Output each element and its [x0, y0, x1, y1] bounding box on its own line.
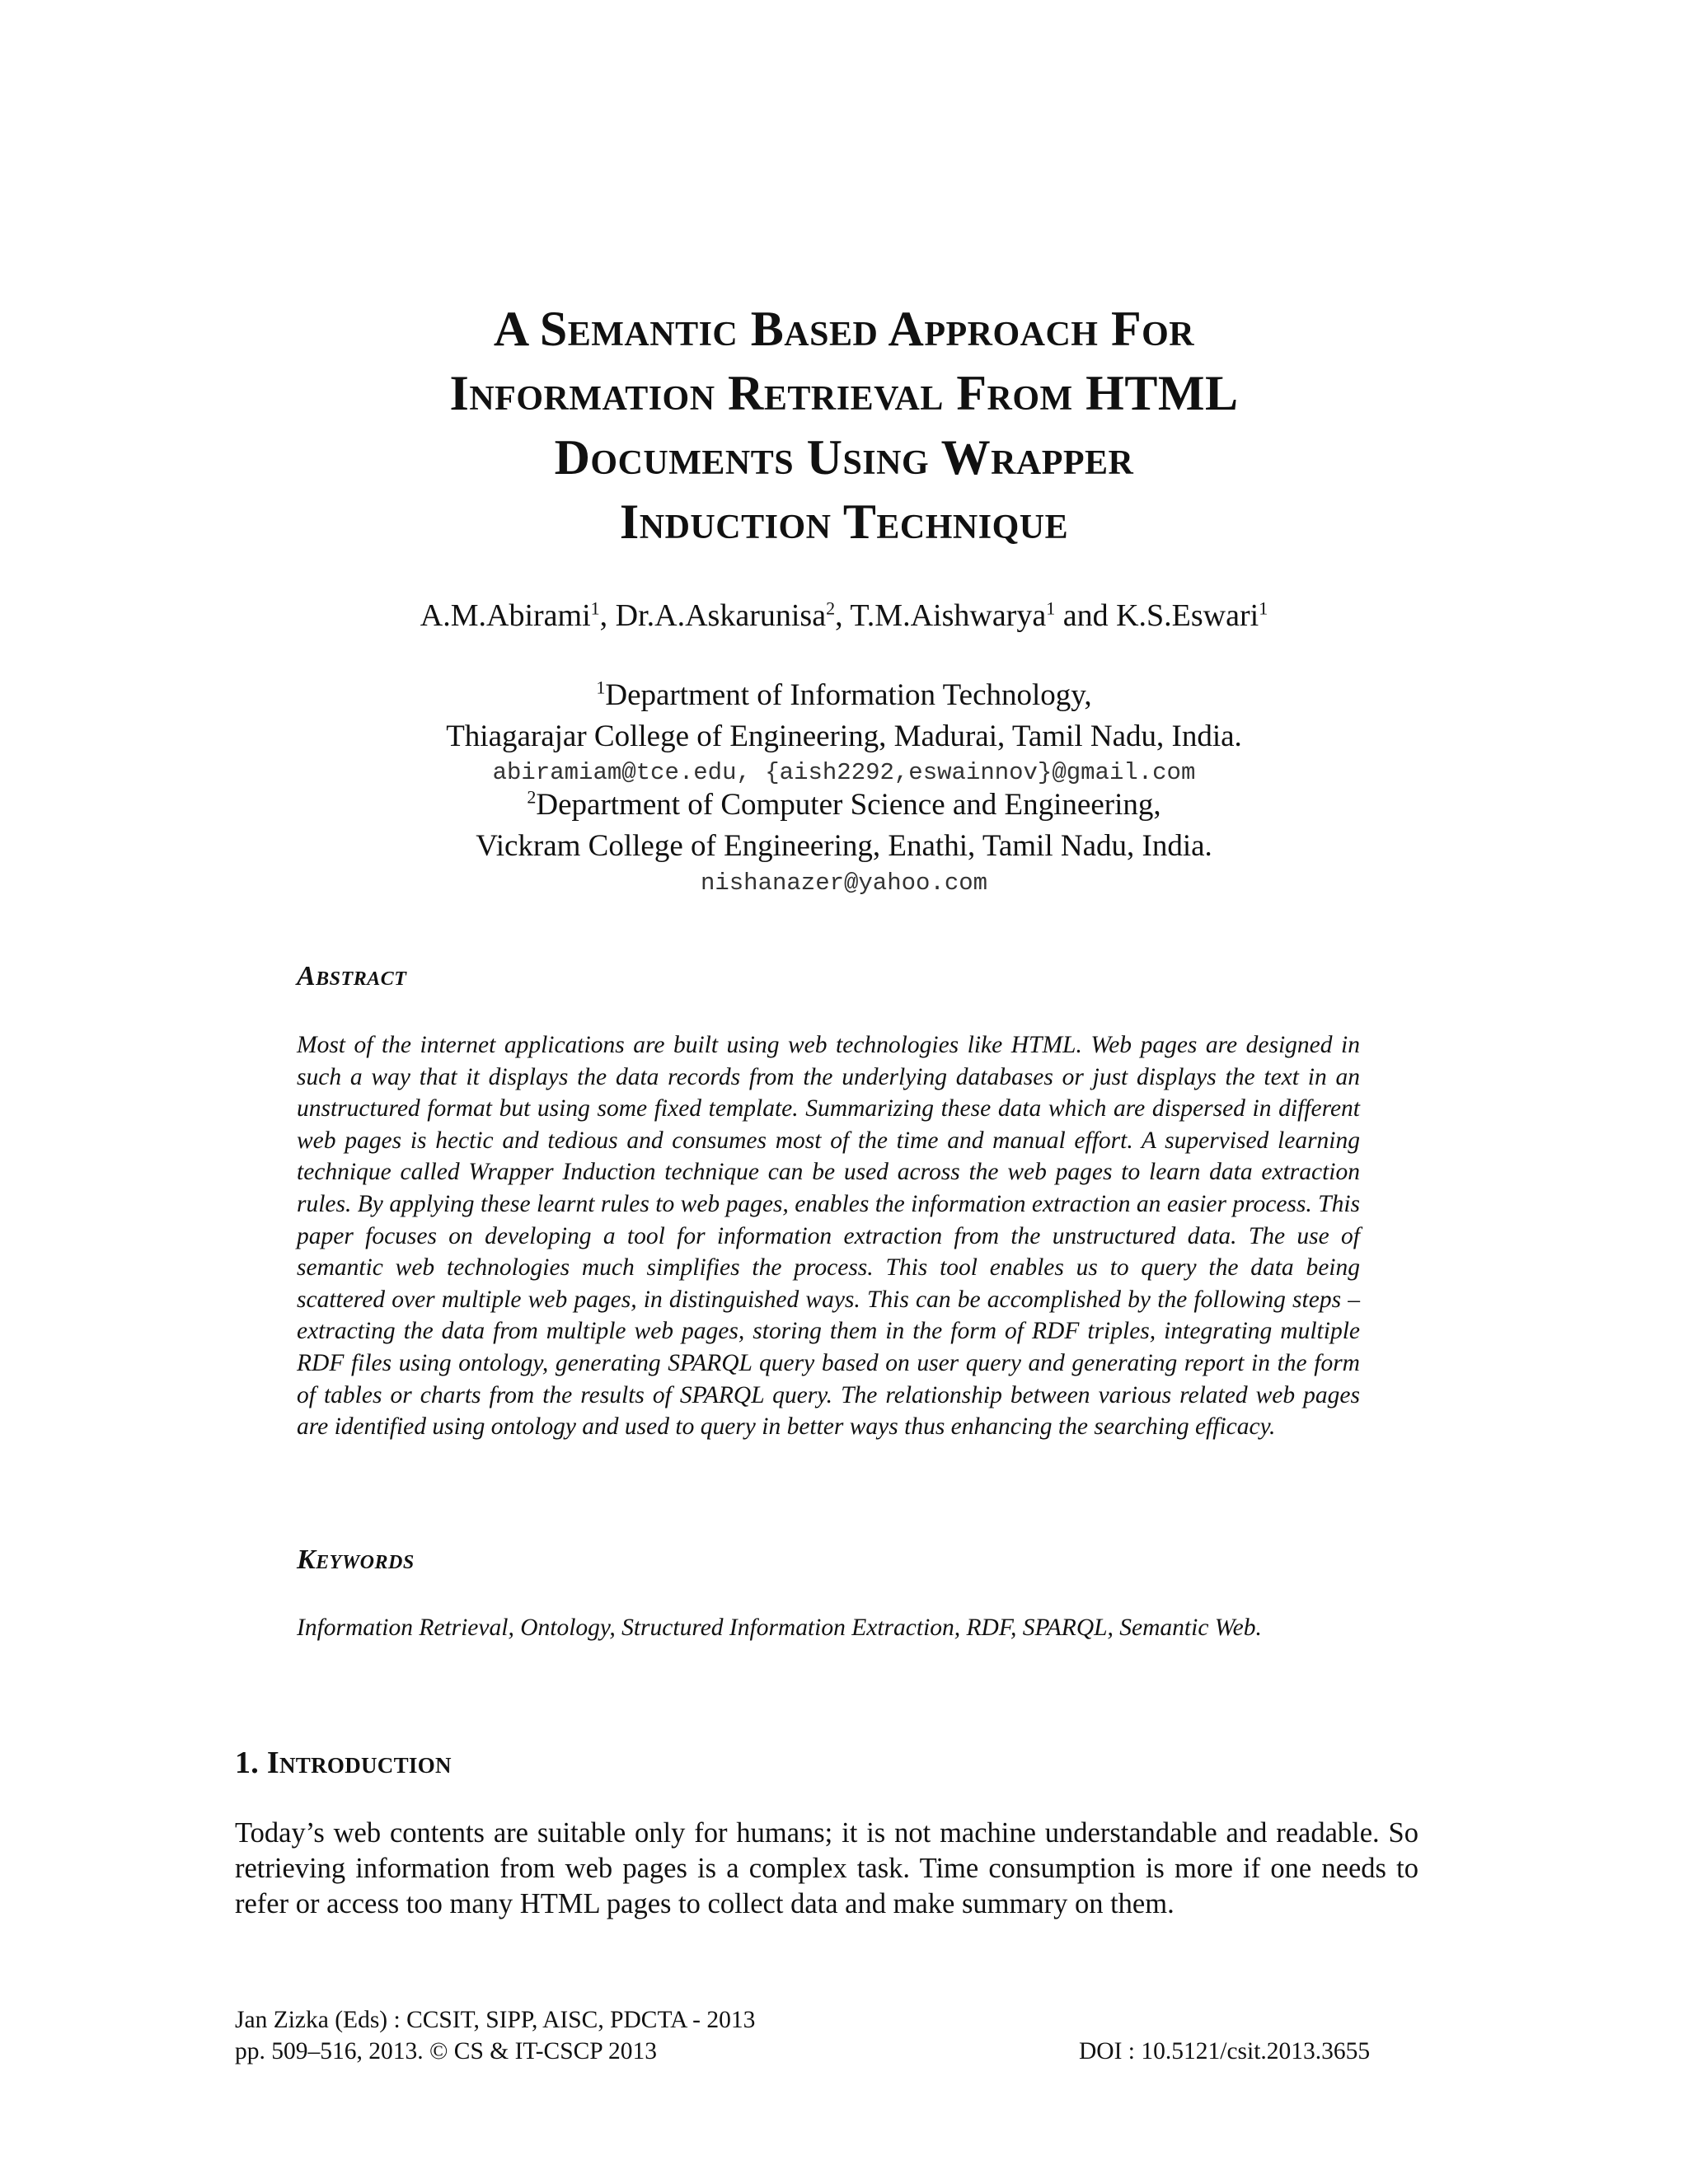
- author-name: A.M.Abirami: [420, 598, 591, 633]
- affiliation-mark: 2: [527, 786, 537, 808]
- abstract-text: Most of the internet applications are built using web technologies like HTML. Web pages are designed in such a way that it displays the data records from the underlying databases or just displays the text in an unstructured format but using some fixed template. Summarizing these data which are dispersed in different web pages is hectic and tedious and consumes most of the time and manual effort. A supervised learning technique called Wrapper Induction technique can be used across the web pages to learn data extraction rules. By applying these learnt rules to web pages, enables the information extraction an easier process. This paper focuses on developing a tool for information extraction from the unstructured data. The use of semantic web technologies much simplifies the process. This tool enables us to query the data being scattered over multiple web pages, in distinguished ways. This can be accomplished by the following steps – extracting the data from multiple web pages, storing them in the form of RDF triples, integrating multiple RDF files using ontology, generating SPARQL query based on user query and generating report in the form of tables or charts from the results of SPARQL query. The relationship between various related web pages are identified using ontology and used to query in better ways thus enhancing the searching efficacy.: [297, 1032, 1360, 1441]
- author-affiliation-mark: 1: [1259, 598, 1268, 619]
- affiliation-mark: 1: [596, 677, 606, 698]
- author-separator: and: [1055, 598, 1117, 633]
- affiliation-email[interactable]: nishanazer@yahoo.com: [700, 869, 988, 897]
- affiliation-institution: Vickram College of Engineering, Enathi, Tamil Nadu, India.: [476, 829, 1212, 863]
- author-affiliation-mark: 2: [826, 598, 836, 619]
- author-separator: ,: [835, 598, 851, 633]
- section-heading-introduction: 1. Introduction: [235, 1746, 452, 1780]
- affiliation-email[interactable]: abiramiam@tce.edu, {aish2292,eswainnov}@gmail.com: [492, 759, 1196, 786]
- author-separator: ,: [599, 598, 616, 633]
- author-name: Dr.A.Askarunisa: [615, 598, 827, 633]
- title-line: Induction Technique: [619, 494, 1069, 549]
- author-name: T.M.Aishwarya: [850, 598, 1047, 633]
- abstract-heading: Abstract: [297, 961, 407, 991]
- footer-citation: [235, 2004, 755, 2067]
- affiliation-institution: Thiagarajar College of Engineering, Madurai, Tamil Nadu, India.: [446, 719, 1242, 753]
- author-list: [0, 595, 1688, 636]
- author-name: K.S.Eswari: [1116, 598, 1259, 633]
- footer-pages-line: pp. 509–516, 2013. © CS & IT-CSCP 2013: [235, 2038, 657, 2064]
- footer-editors-line: Jan Zizka (Eds) : CCSIT, SIPP, AISC, PDCTA - 2013: [235, 2007, 756, 2033]
- affiliation-department: [0, 785, 1688, 825]
- title-line: Information Retrieval From HTML: [449, 366, 1239, 420]
- introduction-paragraph: Today’s web contents are suitable only for humans; it is not machine understandable and readable. So retrieving information from web pages is a complex task. Time consumption is more if one needs to refer or access too many HTML pages to collect data and make summary on them.: [235, 1817, 1418, 1919]
- author-affiliation-mark: 1: [590, 598, 600, 619]
- affiliation-dept-text: Department of Information Technology,: [605, 678, 1092, 712]
- footer-doi: DOI : 10.5121/csit.2013.3655: [1079, 2038, 1371, 2064]
- title-line: Documents Using Wrapper: [554, 430, 1134, 485]
- affiliation-department: [0, 676, 1688, 715]
- author-affiliation-mark: 1: [1046, 598, 1056, 619]
- keywords-heading: Keywords: [297, 1544, 415, 1575]
- title-line: A Semantic Based Approach For: [493, 302, 1195, 356]
- affiliation-dept-text: Department of Computer Science and Engineering,: [536, 788, 1161, 822]
- keywords-text: Information Retrieval, Ontology, Structured Information Extraction, RDF, SPARQL, Semantic Web.: [297, 1615, 1262, 1641]
- paper-title: [0, 297, 1688, 554]
